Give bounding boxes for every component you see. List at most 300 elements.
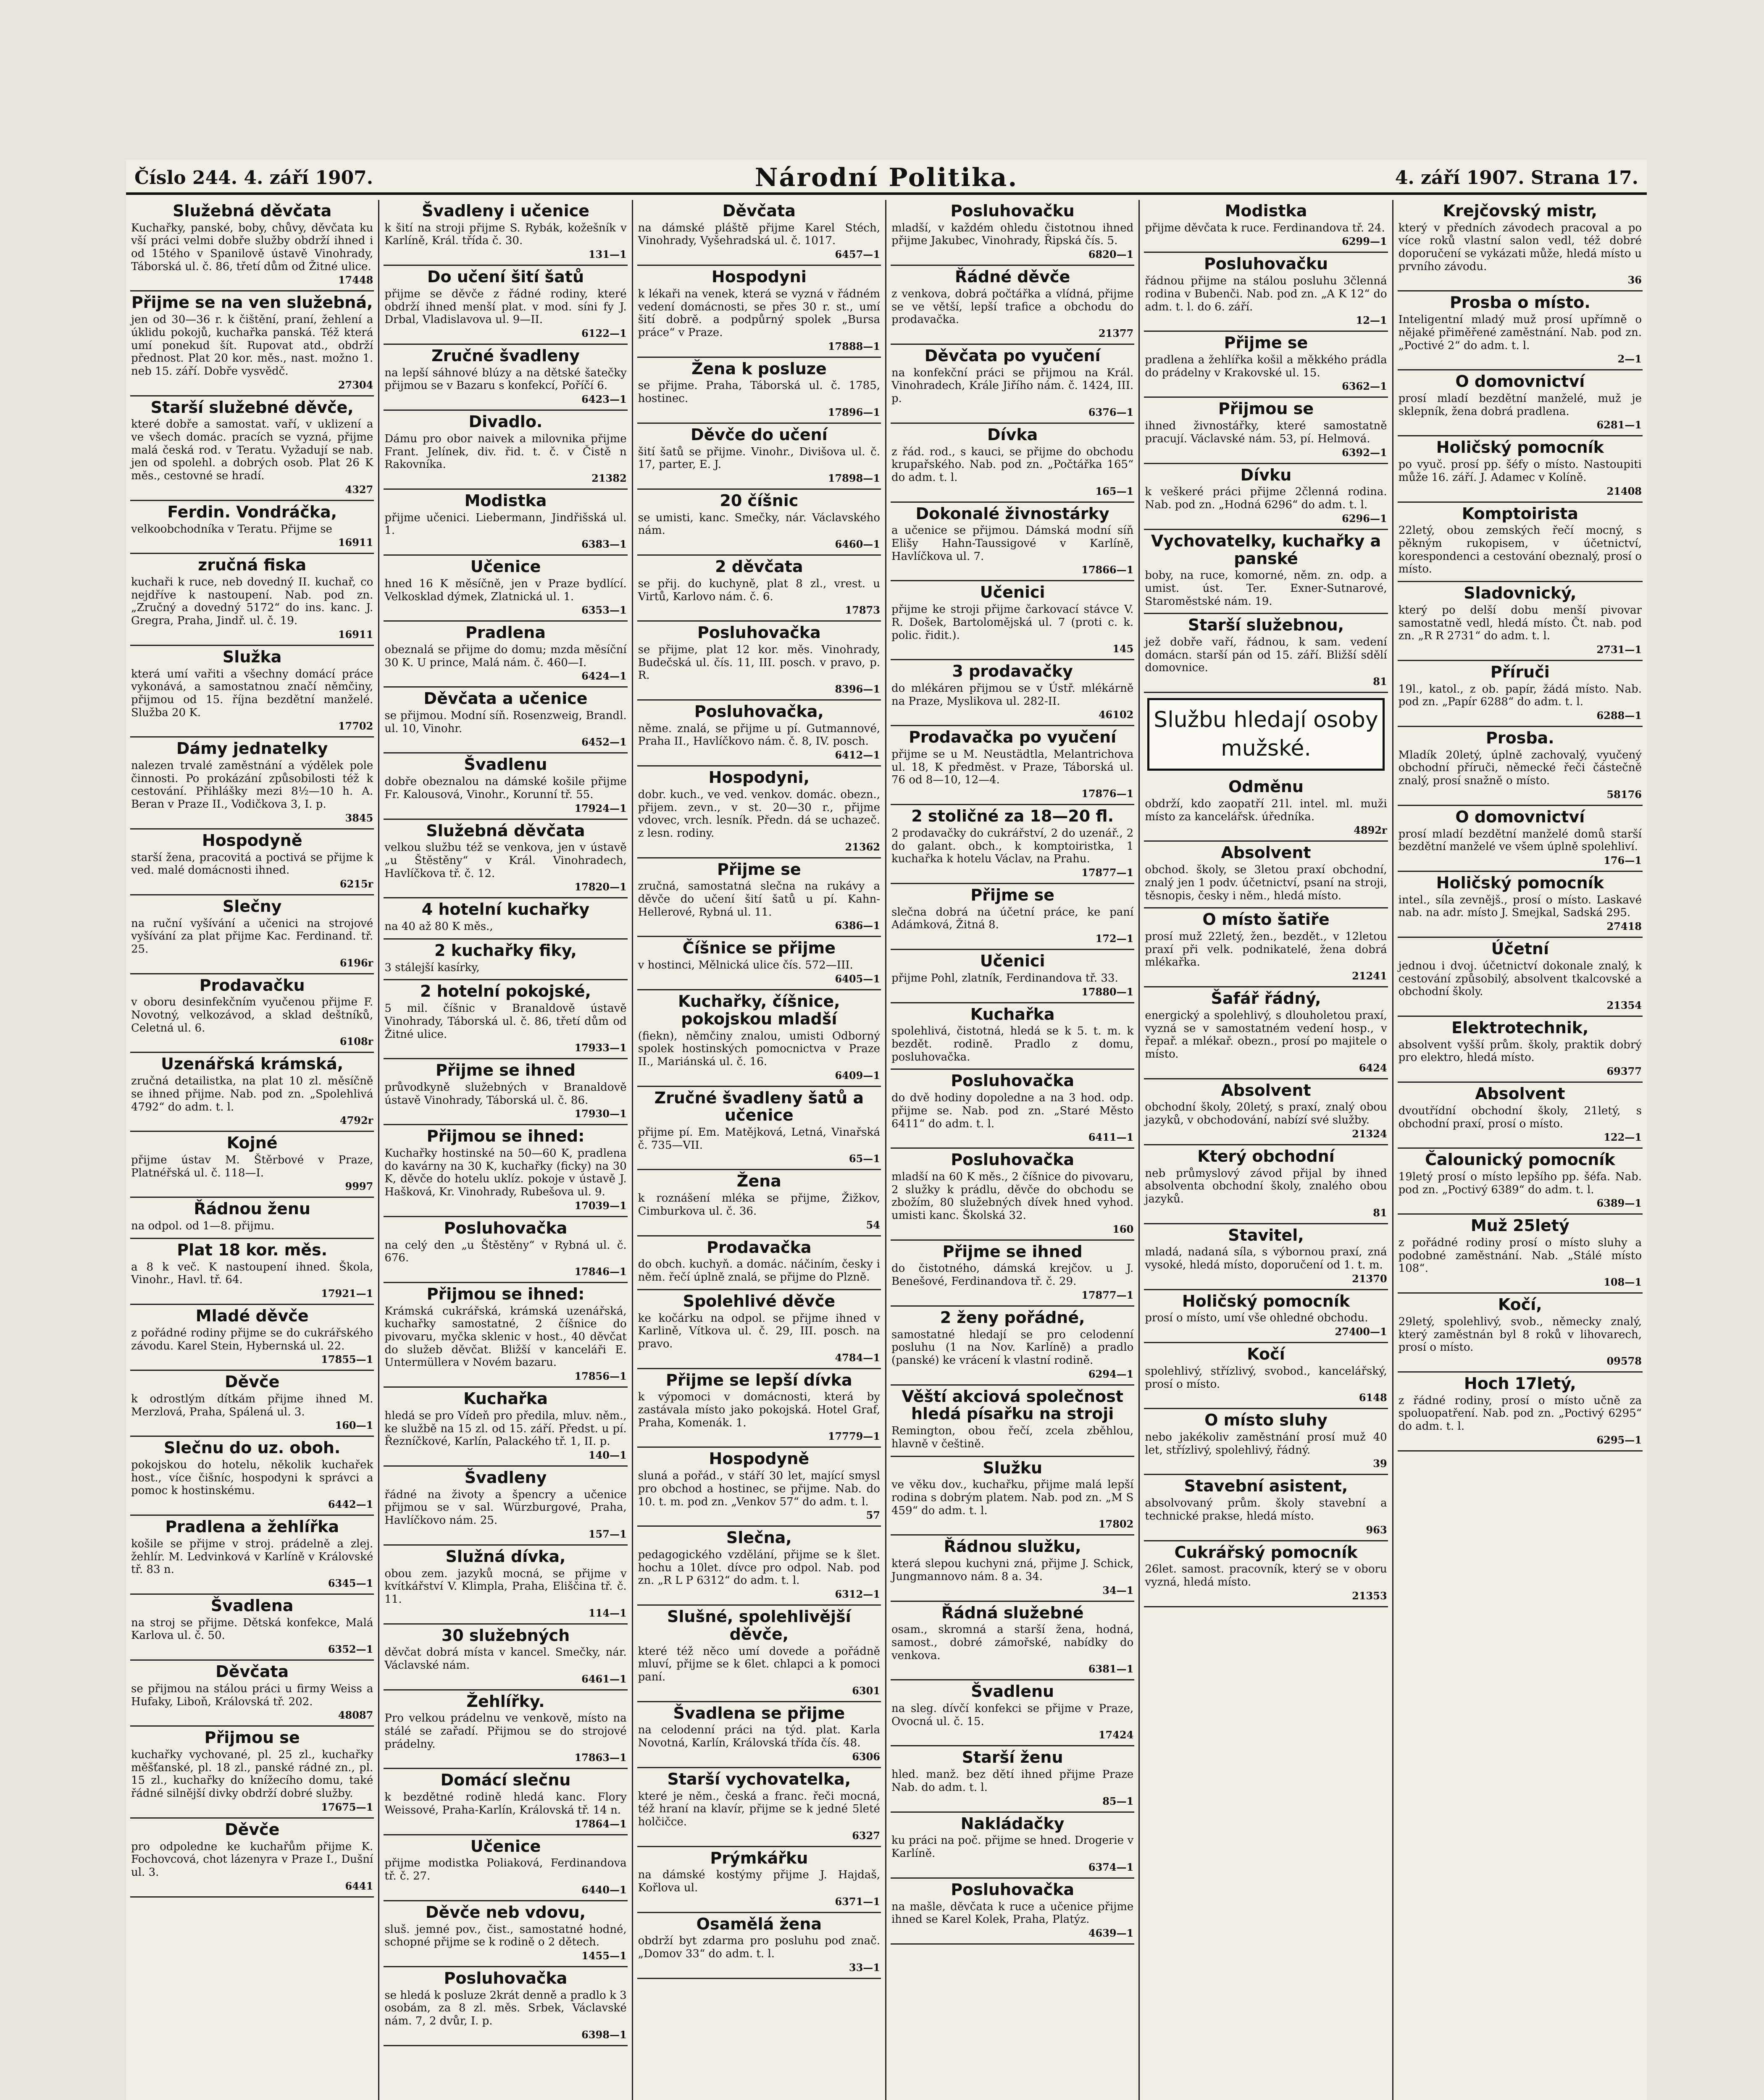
- ad-heading: Kočí,: [1498, 1295, 1542, 1314]
- classified-ad: [1398, 872, 1643, 938]
- ad-reference-number: 17888—1: [828, 340, 880, 352]
- ad-body-text: se umisti, kanc. Smečky, nár. Václavského nám.: [638, 511, 880, 537]
- ad-body-text: dobře obeznalou na dámské košile přijme Fr. Kalousová, Vinohr., Korunní tř. 55.: [384, 775, 627, 801]
- ad-body-text: jež dobře vaří, řádnou, k sam. vedení domácn. starší pán od 15. září. Bližší sdělí domovnice.: [1145, 636, 1387, 675]
- ad-body-text: spolehlivá, čistotná, hledá se k 5. t. m. k bezdět. rodině. Pradlo z domu, posluhovačka.: [891, 1025, 1134, 1063]
- ad-heading: Děvčata: [722, 202, 796, 220]
- ad-body-text: do dvě hodiny dopoledne a na 3 hod. odp. přijme se. Nab. pod zn. „Staré Město 6411“ do adm. t. l.: [891, 1092, 1134, 1130]
- ad-heading: Muž 25letý: [1470, 1216, 1569, 1235]
- ad-reference-number: 6196r: [339, 956, 373, 969]
- ad-heading: Šafář řádný,: [1211, 989, 1321, 1008]
- classified-ad: [130, 830, 374, 895]
- ad-body-text: k lékaři na venek, která se vyzná v řádném vedení domácnosti, se přes 30 r. st., umí šití dobrě. a podpůrný spolek „Bursa práce“ v Praze.: [638, 287, 880, 339]
- classified-ad: [1144, 614, 1388, 693]
- classified-ad: [891, 1746, 1134, 1812]
- ad-heading: Přijme se ihned: [436, 1061, 576, 1080]
- ad-heading: Učenici: [980, 583, 1045, 602]
- ad-heading: Nakládačky: [960, 1814, 1065, 1833]
- ad-body-text: šití šatů se přijme. Vinohr., Divišova ul. č. 17, parter, E. J.: [638, 445, 880, 471]
- ad-body-text: pradlena a žehlířka košil a měkkého prádla do prádelny v Krakovské ul. 15.: [1145, 354, 1387, 379]
- ad-heading: Mladé děvče: [195, 1307, 309, 1326]
- ad-heading: Sladovnický,: [1464, 584, 1577, 603]
- ad-heading: Dámy jednatelky: [176, 739, 328, 758]
- classified-ad: [1398, 370, 1643, 436]
- ad-reference-number: 140—1: [588, 1449, 627, 1461]
- ad-body-text: řádnou přijme na stálou posluhu 3členná rodina v Bubenči. Nab. pod zn. „A K 12“ do adm. t. l. do 6. září.: [1145, 275, 1387, 313]
- ad-heading: Absolvent: [1221, 843, 1311, 862]
- ad-reference-number: 4792r: [339, 1114, 373, 1127]
- classified-ad: [130, 895, 374, 974]
- ad-heading: Děvče do učení: [691, 425, 828, 444]
- ad-reference-number: 6383—1: [581, 538, 627, 551]
- masthead: [126, 160, 1647, 195]
- ad-heading: Posluhovačku: [1204, 255, 1328, 273]
- ad-body-text: přijme modistka Poliaková, Ferdinandova tř. č. 27.: [384, 1857, 627, 1883]
- ad-reference-number: 57: [866, 1509, 880, 1522]
- ad-body-text: na mašle, děvčata k ruce a učenice přijme ihned se Karel Kolek, Praha, Platýz.: [891, 1900, 1134, 1926]
- ad-heading: Posluhovačka: [444, 1969, 568, 1987]
- ad-heading: Posluhovačka: [951, 1880, 1074, 1899]
- classified-ad: [1398, 938, 1643, 1017]
- ad-body-text: sluš. jemné pov., čist., samostatné hodné, schopné přijme se k rodině o 2 dětech.: [384, 1923, 627, 1949]
- classified-ad: [384, 1625, 627, 1690]
- ad-reference-number: 17855—1: [321, 1353, 373, 1366]
- ad-body-text: z řádné rodiny, prosí o místo učně za spoluopatření. Nab. pod zn. „Poctivý 6295“ do adm. t. l.: [1398, 1394, 1642, 1433]
- ad-heading: Vychovatelky, kuchařky a panské: [1151, 531, 1381, 568]
- ad-reference-number: 17820—1: [574, 881, 627, 893]
- newspaper-title: Národní Politika.: [754, 163, 1018, 192]
- ad-heading: 4 hotelní kuchařky: [421, 900, 590, 919]
- classified-ad: [1144, 842, 1388, 908]
- ad-body-text: mladší na 60 K měs., 2 číšnice do pivovaru, 2 služky k prádlu, děvče do obchodu se zbožím, 80 služebných dívek hned vyhod. umisti kanc. Školská 32.: [891, 1171, 1134, 1222]
- ad-body-text: absolvovaný prům. školy stavební a technické prakse, hledá místo.: [1145, 1497, 1387, 1522]
- ad-body-text: Kuchařky, panské, boby, chůvy, děvčata ku vší práci velmi dobře služby obdrží ihned i od 15tého v Spanilově ústavě Vinohrady, Táborská ul. č. 86, třetí dům od Žitné ulice.: [131, 221, 373, 273]
- ad-reference-number: 16911: [338, 628, 373, 640]
- classified-ad: [130, 1053, 374, 1132]
- ad-reference-number: 17448: [338, 274, 373, 286]
- ad-body-text: 19l., katol., z ob. papír, žádá místo. Nab. pod zn. „Papír 6288“ do adm. t. l.: [1398, 682, 1642, 709]
- ad-reference-number: 16911: [338, 536, 373, 549]
- ad-body-text: která umí vařiti a všechny domácí práce vykonává, a samostatnou značí němčiny, přijmou od 15. října bezdětní manželé. Služba 20 K.: [131, 667, 373, 719]
- ad-body-text: přijme děvčata k ruce. Ferdinandova tř. 24.: [1145, 221, 1385, 234]
- ad-heading: Slečna,: [726, 1528, 792, 1547]
- ad-reference-number: 81: [1373, 675, 1387, 688]
- classified-ad: [1144, 200, 1388, 253]
- ad-heading: Uzenářská krámská,: [161, 1055, 344, 1074]
- ad-body-text: ihned živnostářky, které samostatně pracují. Václavské nám. 53, pí. Helmová.: [1145, 420, 1387, 445]
- ad-heading: Švadlenu: [464, 755, 547, 774]
- ad-heading: Kočí: [1247, 1345, 1285, 1364]
- classified-column: [1140, 200, 1393, 2100]
- ad-reference-number: 6281—1: [1596, 419, 1642, 431]
- classified-ad: [637, 424, 881, 490]
- ad-body-text: k roznášení mléka se přijme, Žižkov, Cimburkova ul. č. 36.: [638, 1192, 880, 1218]
- ad-heading: Hospodyně: [709, 1449, 810, 1468]
- classified-ad: [130, 1239, 374, 1305]
- classified-ad: [130, 1819, 374, 1898]
- classified-ad: [384, 940, 627, 980]
- ad-reference-number: 6122—1: [581, 327, 627, 339]
- classified-ad: [637, 701, 881, 766]
- ad-reference-number: 17802: [1098, 1518, 1134, 1530]
- ad-body-text: přijme se děvče z řádné rodiny, které obdrží ihned menší plat. v mod. síni fy J. Drbal, Vladislavova ul. 9—II.: [384, 287, 627, 326]
- ad-body-text: který po delší dobu menší pivovar samostatně vedl, hledá místo. Čt. nab. pod zn. „R R 2731“ do adm. t. l.: [1398, 604, 1642, 643]
- ad-heading: Děvčata a učenice: [423, 689, 588, 708]
- ad-body-text: který v předních závodech pracoval a po více roků vlastní salon vedl, též dobré doporučení se vykázati může, hledá místo u prvního závodu.: [1398, 221, 1642, 273]
- ad-reference-number: 17898—1: [828, 472, 880, 484]
- ad-reference-number: 6376—1: [1088, 406, 1134, 418]
- classified-ad: [1144, 530, 1388, 614]
- ad-body-text: v hostinci, Mělnická ulice čís. 572—III.: [638, 959, 853, 972]
- ad-body-text: která slepou kuchyni zná, přijme J. Schick, Jungmannovo nám. 8 a. 34.: [891, 1557, 1134, 1583]
- ad-heading: Prodavačka: [707, 1238, 812, 1257]
- classified-ad: [637, 937, 881, 990]
- classified-ad: [1398, 503, 1643, 582]
- ad-body-text: něme. znalá, se přijme u pí. Gutmannové, Praha II., Havlíčkovo nám. č. 8, IV. posch.: [638, 722, 880, 748]
- ad-reference-number: 6353—1: [581, 604, 627, 617]
- ad-body-text: intel., síla zevnějš., prosí o místo. Laskavé nab. na adr. místo J. Smejkal, Sadská 295.: [1398, 893, 1642, 919]
- ad-body-text: na konfekční práci se přijmou na Král. Vinohradech, Krále Jiřího nám. č. 1424, III. p.: [891, 366, 1134, 405]
- classified-ad: [637, 200, 881, 266]
- classified-ad: [891, 266, 1134, 345]
- ad-heading: 2 kuchařky fiky,: [434, 941, 577, 960]
- ad-heading: Žehlířky.: [466, 1692, 545, 1711]
- ad-body-text: obeznalá se přijme do domu; mzda měsíční 30 K. U prince, Malá nám. č. 460—I.: [384, 643, 627, 669]
- ad-heading: O místo sluhy: [1204, 1411, 1328, 1430]
- ad-body-text: k výpomoci v domácnosti, která by zastávala místo jako pokojská. Hotel Graf, Praha, Komenák. 1.: [638, 1391, 880, 1429]
- ad-body-text: z venkova, dobrá počtářka a vlídná, přijme se ve větší, lepší trafice a obchodu do prodavačka.: [891, 287, 1134, 326]
- classified-ad: [384, 345, 627, 411]
- ad-heading: Řádné děvče: [955, 268, 1070, 286]
- ad-heading: Děvčata: [216, 1662, 289, 1681]
- ad-heading: Kuchařky, číšnice, pokojskou mladší: [678, 992, 840, 1028]
- classified-ad: [891, 1149, 1134, 1240]
- ad-reference-number: 6461—1: [581, 1672, 627, 1685]
- classified-ad: [384, 1967, 627, 2046]
- ad-reference-number: 17856—1: [574, 1370, 627, 1383]
- ad-heading: Komptoirista: [1462, 504, 1578, 523]
- classified-ad: [1398, 1215, 1643, 1294]
- classified-ad: [891, 503, 1134, 582]
- ad-reference-number: 17702: [338, 720, 373, 732]
- ad-heading: Účetní: [1491, 940, 1549, 958]
- ad-body-text: kuchařky vychované, pl. 25 zl., kuchařky měšťanské, pl. 18 zl., panské rádné zn., pl. 15 zl., kuchařky do knížecího domu, také řádné silnější divky obdrží dobré služby.: [131, 1748, 373, 1800]
- ad-body-text: pedagogického vzdělání, přijme se k šlet. hochu a 10let. dívce pro odpol. Nab. pod zn. „R L P 6312“ do adm. t. l.: [638, 1548, 880, 1587]
- ad-reference-number: 6412—1: [835, 749, 880, 761]
- classified-column: [379, 200, 633, 2100]
- classified-ad: [384, 753, 627, 819]
- classified-ad: [891, 345, 1134, 424]
- ad-reference-number: 6405—1: [835, 972, 880, 985]
- ad-reference-number: 17846—1: [574, 1265, 627, 1278]
- classified-ad: [1398, 1149, 1643, 1215]
- classified-ad: [1398, 661, 1643, 727]
- ad-reference-number: 6295—1: [1596, 1433, 1642, 1446]
- ad-heading: 20 číšnic: [720, 491, 799, 510]
- ad-reference-number: 6460—1: [835, 538, 880, 551]
- ad-heading: Plat 18 kor. měs.: [177, 1240, 328, 1259]
- ad-heading: Švadleny: [464, 1468, 547, 1487]
- classified-ad: [384, 556, 627, 622]
- ad-reference-number: 48087: [338, 1709, 373, 1722]
- ad-reference-number: 6352—1: [328, 1643, 373, 1656]
- classified-ad: [130, 1371, 374, 1437]
- ad-reference-number: 6452—1: [581, 736, 627, 748]
- ad-reference-number: 17880—1: [1081, 985, 1134, 998]
- ad-heading: 2 hotelní pokojské,: [420, 982, 591, 1001]
- ad-heading: Služebná děvčata: [426, 821, 585, 840]
- ad-heading: Krejčovský mistr,: [1443, 202, 1597, 220]
- classified-ad: [384, 820, 627, 899]
- classified-ad: [1144, 464, 1388, 530]
- ad-heading: O místo šatiře: [1202, 910, 1330, 929]
- ad-body-text: na sleg. dívčí konfekci se přijme v Praze, Ovocná ul. č. 15.: [891, 1702, 1134, 1728]
- ad-body-text: přijme Pohl, zlatník, Ferdinandova tř. 33.: [891, 971, 1118, 984]
- ad-heading: Holičský pomocník: [1436, 438, 1604, 457]
- ad-body-text: kuchaři k ruce, neb dovedný II. kuchař, co nejdříve k nastoupení. Nab. pod zn. „Zručný a dovedný 5172“ do ins. kanc. J. Gregra, Praha, Jindř. ul. č. 19.: [131, 576, 373, 627]
- ad-body-text: se přijme. Praha, Táborská ul. č. 1785, hostinec.: [638, 379, 880, 405]
- ad-reference-number: 21362: [845, 840, 880, 853]
- ad-reference-number: 6389—1: [1596, 1197, 1642, 1210]
- ad-body-text: k bezdětné rodině hledá kanc. Flory Weissové, Praha-Karlín, Královská tř. 14 n.: [384, 1791, 627, 1816]
- ad-reference-number: 21354: [1606, 999, 1642, 1011]
- ad-heading: Cukrářský pomocník: [1174, 1543, 1358, 1562]
- ad-reference-number: 6442—1: [328, 1498, 373, 1511]
- newspaper-page: [126, 160, 1647, 2100]
- classified-ad: [130, 501, 374, 554]
- ad-heading: Zručné švadleny: [431, 346, 580, 365]
- ad-heading: Přijme se: [717, 860, 801, 879]
- ad-heading: Hospodyni,: [708, 768, 810, 787]
- ad-body-text: Pro velkou prádelnu ve venkově, místo na stálé se zařadí. Přijmou se do strojové prádelny.: [384, 1712, 627, 1751]
- ad-body-text: na celodenní práci na týd. plat. Karla Novotná, Karlín, Královská třída čís. 48.: [638, 1724, 880, 1750]
- ad-reference-number: 69377: [1606, 1065, 1642, 1078]
- ad-heading: Hoch 17letý,: [1464, 1374, 1576, 1393]
- ad-reference-number: 21324: [1352, 1127, 1387, 1140]
- ad-heading: Učenice: [470, 1837, 541, 1856]
- ad-body-text: neb průmyslový závod přijal by ihned absolventa obchodní školy, znalého obou jazyků.: [1145, 1167, 1387, 1205]
- ad-body-text: které dobře a samostat. vaří, v uklizení a ve všech domác. pracích se vyzná, přijme malá česká rod. v Teratu. Vyžadují se nab. jen od spolehl. a dobrých osob. Plat 26 K měs., cestovné se hradí.: [131, 418, 373, 483]
- ad-reference-number: 58176: [1606, 788, 1642, 801]
- classified-ad: [637, 622, 881, 701]
- classified-ad: [891, 1307, 1134, 1386]
- ad-reference-number: 6345—1: [328, 1577, 373, 1589]
- ad-heading: Domácí slečnu: [440, 1771, 571, 1790]
- ad-body-text: ku práci na poč. přijme se hned. Drogerie v Karlíně.: [891, 1834, 1134, 1860]
- ad-heading: Řádnou služku,: [944, 1537, 1081, 1556]
- ad-heading: Osamělá žena: [696, 1914, 822, 1933]
- ad-body-text: osam., skromná a starší žena, hodná, samost., dobré zámořské, nabídky do venkova.: [891, 1623, 1134, 1662]
- classified-ad: [130, 1198, 374, 1239]
- ad-body-text: 22letý, obou zemských řečí mocný, s pěkným rukopisem, v účetnictví, korespondenci a cestování obeznalý, prosí o místo.: [1398, 524, 1642, 576]
- ad-reference-number: 8396—1: [835, 683, 880, 695]
- ad-heading: Čalounický pomocník: [1425, 1150, 1615, 1169]
- classified-ad: [1144, 1475, 1388, 1541]
- ad-reference-number: 17039—1: [574, 1199, 627, 1212]
- ad-reference-number: 17921—1: [321, 1287, 373, 1300]
- ad-body-text: 2 prodavačky do cukrářství, 2 do uzenář., 2 do galant. obch., k komptoiristka, 1 kuchařka k hotelu Václav, na Prahu.: [891, 827, 1134, 866]
- ad-body-text: v oboru desinfekčním vyučenou přijme F. Novotný, velkozávod, a sklad deštníků, Celetná ul. 6.: [131, 996, 373, 1034]
- ad-reference-number: 165—1: [1095, 485, 1134, 497]
- classified-ad: [1398, 200, 1643, 291]
- ad-heading: Dívku: [1240, 465, 1292, 484]
- ad-body-text: které též něco umí dovede a pořádně mluví, přijme se k 6let. chlapci a k pomoci paní.: [638, 1645, 880, 1683]
- ad-heading: Přijme se ihned: [942, 1242, 1083, 1261]
- ad-reference-number: 160—1: [335, 1419, 373, 1432]
- classified-ad: [130, 1595, 374, 1661]
- ad-body-text: se hledá k posluze 2krát denně a pradlo k 3 osobám, za 8 zl. měs. Srbek, Václavské nám. 7, 2 dvůr, I. p.: [384, 1989, 627, 2028]
- ad-body-text: sluná a pořád., v stáří 30 let, mající smysl pro obchod a hostinec, se přijme. Nab. do 10. t. m. pod zn. „Venkov 57“ do adm. t. l.: [638, 1470, 880, 1508]
- ad-heading: Kojné: [226, 1134, 278, 1152]
- ad-reference-number: 6371—1: [835, 1895, 880, 1908]
- ad-heading: Posluhovačka: [951, 1071, 1074, 1090]
- ad-reference-number: 33—1: [849, 1961, 880, 1974]
- ad-reference-number: 17864—1: [574, 1817, 627, 1830]
- classified-ad: [637, 1702, 881, 1768]
- classified-ad: [1398, 436, 1643, 502]
- ad-reference-number: 85—1: [1102, 1795, 1134, 1807]
- classified-ad: [384, 1546, 627, 1625]
- classified-ad: [130, 1437, 374, 1516]
- ad-reference-number: 6398—1: [581, 2028, 627, 2041]
- ad-reference-number: 6424: [1359, 1061, 1387, 1074]
- ad-reference-number: 17779—1: [828, 1430, 880, 1443]
- ad-body-text: Krámská cukrářská, krámská uzenářská, kuchařky samostatné, 2 číšnice do pivovaru, myčka sklenic v host., 40 děvčat do služeb děvčat. Bližší v kanceláři E. Untermüllera v Novém bazaru.: [384, 1305, 627, 1369]
- ad-heading: 2 ženy pořádné,: [940, 1308, 1085, 1327]
- ad-body-text: se přij. do kuchyně, plat 8 zl., vrest. u Virtů, Karlovo nám. č. 6.: [638, 577, 880, 603]
- ad-body-text: samostatné hledají se pro celodenní posluhu (1 na Nov. Karlíně) a pradlo (panské) ke vrácení k vlastní rodině.: [891, 1328, 1134, 1367]
- ad-heading: Žena k posluze: [691, 359, 827, 378]
- classified-ad: [891, 884, 1134, 950]
- ad-reference-number: 6423—1: [581, 393, 627, 406]
- classified-ad: [130, 1661, 374, 1727]
- classified-ad: [130, 738, 374, 829]
- ad-heading: 30 služebných: [441, 1626, 570, 1645]
- ad-body-text: průvodkyně služebných v Branaldově ústavě Vinohrady, Táborská ul. č. 86.: [384, 1081, 627, 1107]
- ad-heading: zručná fiska: [198, 556, 307, 575]
- ad-heading: Starší ženu: [962, 1748, 1063, 1767]
- ad-heading: Prosba o místo.: [1449, 293, 1590, 312]
- ad-reference-number: 21377: [1098, 327, 1134, 339]
- ad-reference-number: 17896—1: [828, 406, 880, 418]
- ad-body-text: prosí o místo, umí vše ohledné obchodu.: [1145, 1312, 1368, 1325]
- classified-ad: [637, 1087, 881, 1171]
- ad-heading: Děvče: [224, 1373, 280, 1391]
- classified-ad: [891, 726, 1134, 805]
- ad-reference-number: 17863—1: [574, 1751, 627, 1764]
- ad-heading: Učenice: [470, 557, 541, 576]
- ad-reference-number: 36: [1627, 274, 1642, 286]
- ad-heading: Švadlenu: [971, 1682, 1054, 1701]
- ad-reference-number: 6301: [852, 1684, 880, 1697]
- classified-ad: [891, 805, 1134, 884]
- ad-heading: Divadlo.: [468, 412, 543, 431]
- ad-heading: Přijmou se: [204, 1728, 300, 1747]
- ad-heading: Žena: [736, 1172, 781, 1191]
- classified-columns: [126, 200, 1647, 2100]
- ad-body-text: přijme učenici. Liebermann, Jindřišská ul. 1.: [384, 511, 627, 537]
- ad-body-text: do čistotného, dámská krejčov. u J. Benešové, Ferdinandova tř. č. 29.: [891, 1262, 1134, 1288]
- classified-ad: [384, 200, 627, 266]
- ad-body-text: na ruční vyšívání a učenici na strojové vyšívání za plat přijme Kac. Ferdinand. tř. 25.: [131, 917, 373, 956]
- ad-body-text: se přijmou. Modní síň. Rosenzweig, Brandl. ul. 10, Vinohr.: [384, 709, 627, 735]
- ad-heading: Služná dívka,: [445, 1547, 566, 1566]
- ad-heading: Posluhovačka,: [694, 702, 824, 721]
- ad-body-text: zručná, samostatná slečna na rukávy a děvče do učení šití šatů u pí. Kahn-Hellerové, Rybná ul. 11.: [638, 880, 880, 919]
- classified-ad: [637, 1170, 881, 1236]
- ad-reference-number: 21241: [1352, 970, 1387, 982]
- ad-body-text: přijme ústav M. Štěrbové v Praze, Platnéřská ul. č. 118—I.: [131, 1154, 373, 1179]
- ad-heading: Slečny: [222, 897, 282, 916]
- ad-reference-number: 6440—1: [581, 1883, 627, 1896]
- ad-body-text: 29letý, spolehlivý, svob., německy znalý, který zaměstnán byl 8 roků v lihovarech, prosí o místo.: [1398, 1315, 1642, 1354]
- ad-body-text: pokojskou do hotelu, několik kuchařek host., více čišníc, hospodyni k správci a pomoc k hostinskému.: [131, 1459, 373, 1497]
- ad-heading: Prodavačka po vyučení: [909, 728, 1117, 747]
- classified-ad: [384, 1690, 627, 1769]
- ad-heading: Švadlena: [210, 1596, 294, 1615]
- ad-heading: Stavební asistent,: [1184, 1477, 1348, 1496]
- classified-ad: [1398, 1017, 1643, 1083]
- ad-body-text: prosí mladí bezdětní manželé, muž je sklepník, žena dobrá pradlena.: [1398, 392, 1642, 418]
- classified-ad: [637, 1768, 881, 1847]
- ad-heading: Modistka: [1225, 202, 1307, 220]
- ad-heading: Dívka: [987, 425, 1038, 444]
- ad-reference-number: 6820—1: [1088, 248, 1134, 261]
- ad-body-text: mladší, v každém ohledu čistotnou ihned přijme Jakubec, Vinohrady, Řipská čís. 5.: [891, 221, 1134, 247]
- ad-reference-number: 6215r: [339, 877, 373, 890]
- ad-reference-number: 176—1: [1604, 854, 1642, 866]
- ad-reference-number: 21370: [1352, 1272, 1387, 1285]
- ad-reference-number: 6296—1: [1342, 512, 1387, 525]
- ad-heading: Do učení šití šatů: [427, 268, 584, 286]
- ad-reference-number: 17424: [1098, 1729, 1134, 1741]
- section-heading-box: Službu hledají osoby mužské.: [1147, 698, 1384, 771]
- ad-body-text: do obch. kuchyň. a domác. náčiním, česky i něm. řečí úplně znalá, se přijme do Plzně.: [638, 1258, 880, 1284]
- ad-body-text: velkoobchodníka v Teratu. Přijme se: [131, 522, 332, 536]
- ad-body-text: přijme ke stroji přijme čarkovací stávce V. R. Došek, Bartolomějská ul. 7 (proti c. k. polic. řidit.).: [891, 603, 1134, 642]
- classified-ad: [891, 1241, 1134, 1307]
- ad-reference-number: 3845: [345, 811, 373, 824]
- classified-ad: [891, 950, 1134, 1003]
- ad-reference-number: 4639—1: [1088, 1927, 1134, 1939]
- ad-reference-number: 21408: [1606, 485, 1642, 497]
- ad-body-text: k odrostlým dítkám přijme ihned M. Merzlová, Praha, Spálená ul. 3.: [131, 1392, 373, 1418]
- ad-heading: Přijmou se ihned:: [426, 1284, 585, 1303]
- ad-heading: Absolvent: [1475, 1084, 1565, 1103]
- ad-body-text: hledá se pro Vídeň pro předila, mluv. něm., ke službě na 15 zl. od 15. září. Předst. u pí. Řezníčkové, Karlín, Palackého tř. 1, II. p.: [384, 1409, 627, 1448]
- ad-heading: Číšnice se přijme: [682, 939, 836, 958]
- ad-body-text: přijme se u M. Neustädtla, Melantrichova ul. 18, K předměst. v Praze, Táborská ul. 76 od 8—10, 12—4.: [891, 748, 1134, 787]
- ad-heading: Služku: [983, 1458, 1043, 1477]
- ad-reference-number: 9997: [345, 1180, 373, 1193]
- ad-body-text: dvoutřídní obchodní školy, 21letý, s obchodní praxí, prosí o místo.: [1398, 1104, 1642, 1130]
- ad-heading: Přijme se: [1224, 333, 1308, 352]
- ad-body-text: ve věku dov., kuchařku, přijme malá lepší rodina s dobrým platem. Nab. pod zn. „M S 459“ do adm. t. l.: [891, 1478, 1134, 1517]
- ad-heading: Příruči: [1490, 662, 1550, 681]
- ad-reference-number: 160: [1112, 1223, 1134, 1235]
- classified-ad: [637, 1369, 881, 1448]
- classified-column: [1393, 200, 1647, 2100]
- ad-reference-number: 2—1: [1617, 353, 1642, 365]
- ad-body-text: se přijmou na stálou práci u firmy Weiss a Hufaky, Liboň, Královská tř. 202.: [131, 1682, 373, 1708]
- ad-heading: 2 děvčata: [715, 557, 803, 576]
- ad-body-text: (fiekn), němčiny znalou, umisti Odborný spolek hostinských pomocnictva v Praze II., Mariánská ul. č. 16.: [638, 1029, 880, 1068]
- ad-reference-number: 172—1: [1095, 932, 1134, 945]
- ad-heading: Slušné, spolehlivější děvče,: [667, 1607, 851, 1643]
- classified-ad: [130, 646, 374, 738]
- ad-body-text: obchodní školy, 20letý, s praxí, znalý obou jazyků, v obchodování, nabízí své služby.: [1145, 1101, 1387, 1127]
- ad-heading: Pradlena: [465, 623, 546, 642]
